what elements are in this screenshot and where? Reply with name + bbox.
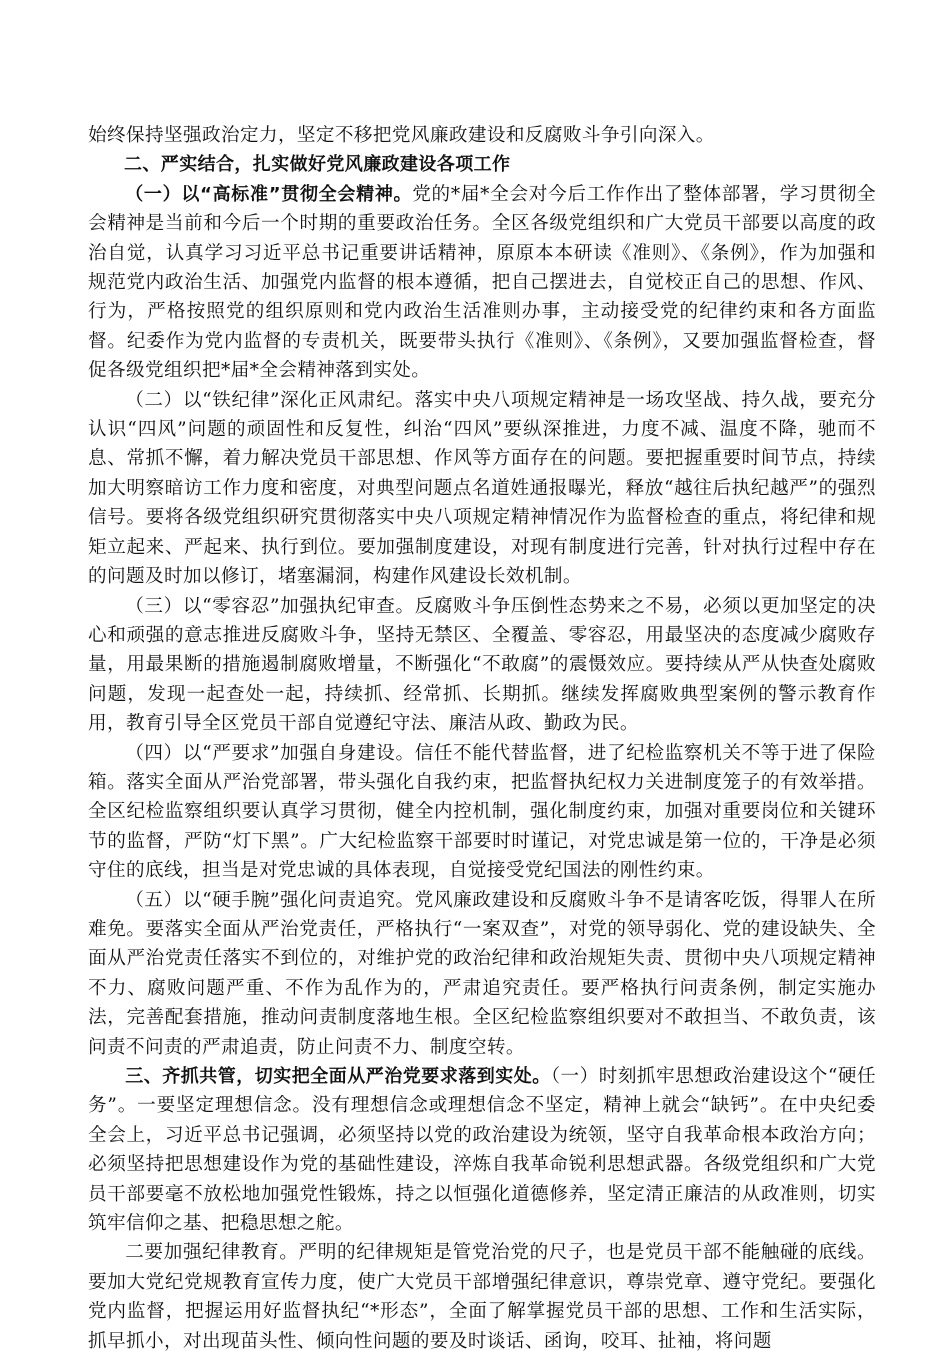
paragraph-item-2 bbox=[88, 386, 876, 592]
paragraph-discipline-education bbox=[88, 1238, 876, 1356]
section-3-paragraph bbox=[88, 1062, 876, 1238]
item-3-text: （三）以“零容忍”加强执纪审查。反腐败斗争压倒性态势来之不易，必须以更加坚定的决心和顽强的意志推进反腐败斗争，坚持无禁区、全覆盖、零容忍，用最坚决的态度减少腐败存量，用最果断的措施遏制腐败增量，不断强化“不敢腐”的震慑效应。要持续从严从快查处腐败问题，发现一起查处一起，持续抓、经常抓、长期抓。继续发挥腐败典型案例的警示教育作用，教育引导全区党员干部自觉遵纪守法、廉洁从政、勤政为民。 bbox=[88, 595, 876, 735]
item-5-text: （五）以“硬手腕”强化问责追究。党风廉政建设和反腐败斗争不是请客吃饭，得罪人在所难免。要落实全面从严治党责任，严格执行“一案双查”，对党的领导弱化、党的建设缺失、全面从严治党责任落实不到位的，对维护党的政治纪律和政治规矩失责、贯彻中央八项规定精神不力、腐败问题严重、不作为乱作为的，严肃追究责任。要严格执行问责条例，制定实施办法，完善配套措施，推动问责制度落地生根。全区纪检监察组织要对不敢担当、不敢负责，该问责不问责的严肃追责，防止问责不力、制度空转。 bbox=[88, 889, 876, 1058]
paragraph-text: 始终保持坚强政治定力，坚定不移把党风廉政建设和反腐败斗争引向深入。 bbox=[88, 125, 715, 146]
item-4-text: （四）以“严要求”加强自身建设。信任不能代替监督，进了纪检监察机关不等于进了保险箱。落实全面从严治党部署，带头强化自我约束，把监督执纪权力关进制度笼子的有效举措。全区纪检监察组织要认真学习贯彻，健全内控机制，强化制度约束，加强对重要岗位和关键环节的监督，严防“灯下黑”。广大纪检监察干部要时时谨记，对党忠诚是第一位的，干净是必须守住的底线，担当是对党忠诚的具体表现，自觉接受党纪国法的刚性约束。 bbox=[88, 742, 876, 882]
paragraph-text: 二要加强纪律教育。严明的纪律规矩是管党治党的尺子，也是党员干部不能触碰的底线。要加大党纪党规教育宣传力度，使广大党员干部增强纪律意识，尊崇党章、遵守党纪。要强化党内监督，把握运用好监督执纪“*形态”，全面了解掌握党员干部的思想、工作和生活实际，抓早抓小，对出现苗头性、倾向性问题的要及时谈话、函询，咬耳、扯袖，将问题 bbox=[88, 1242, 876, 1352]
paragraph-item-1 bbox=[88, 180, 876, 386]
section-3-body: （一）时刻抓牢思想政治建设这个“硬任务”。一要坚定理想信念。没有理想信念或理想信念不坚定，精神上就会“缺钙”。在中央纪委全会上，习近平总书记强调，必须坚持以党的政治建设为统领，坚守自我革命根本政治方向；必须坚持把思想建设作为党的基础性建设，淬炼自我革命锐利思想武器。各级党组织和广大党员干部要毫不放松地加强党性锻炼，持之以恒强化道德修养，坚定清正廉洁的从政准则，切实筑牢信仰之基、把稳思想之舵。 bbox=[88, 1066, 876, 1235]
section-heading-3: 三、齐抓共管，切实把全面从严治党要求落到实处。 bbox=[125, 1066, 551, 1087]
paragraph-item-3 bbox=[88, 592, 876, 739]
section-heading-2: 二、严实结合，扎实做好党风廉政建设各项工作 bbox=[124, 154, 511, 176]
item-1-lead: （一）以“高标准”贯彻全会精神。 bbox=[125, 183, 413, 205]
paragraph-item-5 bbox=[88, 886, 876, 1062]
paragraph-intro-continuation bbox=[88, 121, 876, 150]
item-1-body: 党的*届*全会对今后工作作出了整体部署，学习贯彻全会精神是当前和今后一个时期的重要政治任务。全区各级党组织和广大党员干部要以高度的政治自觉，认真学习习近平总书记重要讲话精神，原原本本研读《准则》、《条例》，作为加强和规范党内政治生活、加强党内监督的根本遵循，把自己摆进去，自觉校正自己的思想、作风、行为，严格按照党的组织原则和党内政治生活准则办事，主动接受党的纪律约束和各方面监督。纪委作为党内监督的专责机关，既要带头执行《准则》、《条例》，又要加强监督检查，督促各级党组织把*届*全会精神落到实处。 bbox=[88, 183, 876, 382]
paragraph-item-4 bbox=[88, 739, 876, 886]
item-2-text: （二）以“铁纪律”深化正风肃纪。落实中央八项规定精神是一场攻坚战、持久战，要充分认识“四风”问题的顽固性和反复性，纠治“四风”要纵深推进，力度不减、温度不降，驰而不息、常抓不懈，着力解决党员干部思想、作风等方面存在的问题。要把握重要时间节点，持续加大明察暗访工作力度和密度，对典型问题点名道姓通报曝光，释放“越往后执纪越严”的强烈信号。要将各级党组织研究贯彻落实中央八项规定精神情况作为监督检查的重点，将纪律和规矩立起来、严起来、执行到位。要加强制度建设，对现有制度进行完善，针对执行过程中存在的问题及时加以修订，堵塞漏洞，构建作风建设长效机制。 bbox=[88, 389, 876, 588]
document-body bbox=[88, 121, 876, 1356]
